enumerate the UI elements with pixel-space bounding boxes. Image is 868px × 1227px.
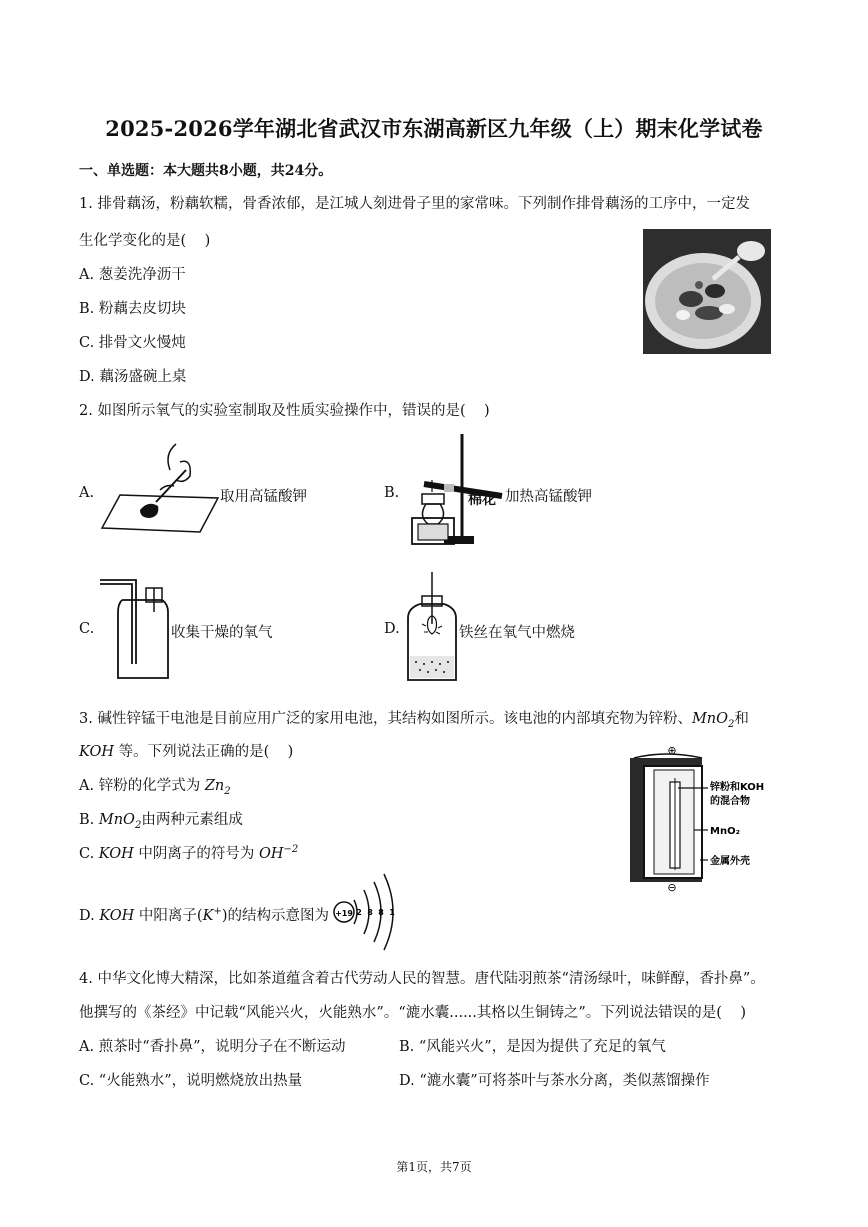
q3-stem-line1 bbox=[79, 707, 749, 730]
q3-option-d-sup: + bbox=[213, 906, 222, 918]
q2-option-a-text: 取用高锰酸钾 bbox=[220, 489, 307, 505]
q3-option-c-sup: −2 bbox=[283, 844, 299, 856]
ion-shell-3: 8 bbox=[378, 908, 384, 917]
q3-option-a[interactable] bbox=[79, 774, 231, 797]
q2-option-b-letter[interactable]: B. bbox=[384, 485, 400, 501]
q2-figure-b-heat-kmno4 bbox=[404, 432, 510, 550]
q3-option-b-prefix: B. bbox=[79, 812, 99, 828]
q2-figure-c-collect-oxygen bbox=[100, 574, 170, 680]
q3-stem-line2 bbox=[79, 740, 293, 761]
q2-option-c-letter[interactable]: C. bbox=[79, 621, 95, 637]
ion-shell-2: 8 bbox=[367, 908, 373, 917]
q3-stem-rest: 等。下列说法正确的是( ) bbox=[113, 744, 294, 760]
q3-option-d[interactable] bbox=[79, 904, 329, 925]
q3-option-c-koh: KOH bbox=[98, 846, 134, 862]
q3-option-b-sub: 2 bbox=[134, 819, 142, 831]
q2-stem: 2. 如图所示氧气的实验室制取及性质实验操作中，错误的是( ) bbox=[79, 403, 490, 419]
battery-plus-sign: ⊕ bbox=[667, 744, 677, 757]
q2-figure-d-iron-burning bbox=[404, 570, 460, 682]
ion-structure-diagram bbox=[330, 870, 400, 950]
q3-option-c-prefix: C. bbox=[79, 846, 99, 862]
battery-label-mno2: MnO₂ bbox=[710, 826, 740, 837]
battery-structure-diagram bbox=[630, 742, 780, 892]
q1-stem-line2: 生化学变化的是( ) bbox=[79, 233, 211, 249]
q3-stem-mno2: MnO bbox=[691, 711, 729, 727]
q2-option-a-letter[interactable]: A. bbox=[79, 485, 95, 501]
battery-minus-sign: ⊖ bbox=[667, 881, 677, 894]
q4-option-b[interactable]: B. “风能兴火”，是因为提供了充足的氧气 bbox=[399, 1039, 666, 1055]
q3-stem-text-a: 3. 碱性锌锰干电池是目前应用广泛的家用电池，其结构如图所示。该电池的内部填充物为锌粉、 bbox=[79, 711, 692, 727]
q3-option-a-sub: 2 bbox=[224, 785, 231, 797]
ion-shell-1: 2 bbox=[356, 908, 362, 917]
q3-stem-mno2-sub: 2 bbox=[728, 718, 735, 730]
q1-option-a[interactable]: A. 葱姜洗净沥干 bbox=[79, 267, 186, 283]
q3-option-d-text-b: )的结构示意图为 bbox=[221, 908, 329, 924]
q3-stem-text-b: 和 bbox=[734, 711, 749, 727]
q2-figure-b-cotton-label: 棉花 bbox=[468, 492, 496, 508]
q3-option-b-formula: MnO bbox=[98, 812, 135, 828]
q4-option-d[interactable]: D. “漉水囊”可将茶叶与茶水分离，类似蒸馏操作 bbox=[399, 1073, 710, 1089]
ion-nucleus-label: +19 bbox=[335, 909, 353, 918]
battery-label-shell: 金属外壳 bbox=[710, 856, 750, 867]
q4-option-c[interactable]: C. “火能熟水”，说明燃烧放出热量 bbox=[79, 1073, 303, 1089]
battery-label-mixture: 的混合物 bbox=[710, 796, 750, 807]
q4-stem-line2: 他撰写的《茶经》中记载“风能兴火，火能熟水”。“漉水囊......其格以生铜铸之”。下列说法错误的是( ) bbox=[79, 1005, 747, 1021]
q3-option-d-k: K bbox=[202, 908, 214, 924]
q3-option-b-text: 由两种元素组成 bbox=[141, 812, 243, 828]
q3-option-a-text: A. 锌粉的化学式为 bbox=[79, 778, 205, 794]
q2-option-c-text: 收集干燥的氧气 bbox=[171, 625, 273, 641]
q3-stem-koh: KOH bbox=[79, 744, 114, 760]
q3-option-c[interactable] bbox=[79, 842, 298, 863]
q3-option-a-formula: Zn bbox=[204, 778, 225, 794]
q2-option-b-text: 加热高锰酸钾 bbox=[505, 489, 592, 505]
q3-option-d-text-a: 中阳离子( bbox=[134, 908, 203, 924]
lotus-soup-photo bbox=[643, 229, 771, 354]
q3-option-b[interactable] bbox=[79, 808, 243, 831]
q1-stem-line1: 1. 排骨藕汤，粉藕软糯，骨香浓郁，是江城人刻进骨子里的家常味。下列制作排骨藕汤的工序中，一定发 bbox=[79, 196, 750, 212]
q3-option-c-formula: OH bbox=[259, 846, 284, 862]
q2-option-d-letter[interactable]: D. bbox=[384, 621, 400, 637]
page-footer: 第1页，共7页 bbox=[396, 1160, 472, 1174]
q4-option-a[interactable]: A. 煎茶时“香扑鼻”，说明分子在不断运动 bbox=[79, 1039, 346, 1055]
q1-option-b[interactable]: B. 粉藕去皮切块 bbox=[79, 301, 186, 317]
q1-option-d[interactable]: D. 藕汤盛碗上桌 bbox=[79, 369, 187, 385]
section-heading: 一、单选题：本大题共8小题，共24分。 bbox=[79, 163, 333, 179]
q3-option-d-prefix: D. bbox=[79, 908, 100, 924]
q1-option-c[interactable]: C. 排骨文火慢炖 bbox=[79, 335, 186, 351]
page-title: 2025-2026学年湖北省武汉市东湖高新区九年级（上）期末化学试卷 bbox=[105, 116, 763, 141]
ion-shell-4: 1 bbox=[389, 908, 395, 917]
q2-figure-a-take-kmno4 bbox=[100, 440, 220, 536]
q3-option-c-text: 中阴离子的符号为 bbox=[133, 846, 259, 862]
q2-option-d-text: 铁丝在氧气中燃烧 bbox=[459, 625, 575, 641]
q3-option-d-koh: KOH bbox=[99, 908, 135, 924]
battery-label-zinc: 锌粉和KOH bbox=[710, 782, 765, 793]
q4-stem-line1: 4. 中华文化博大精深，比如茶道蕴含着古代劳动人民的智慧。唐代陆羽煎茶“清汤绿叶，味鲜醇，香扑鼻”。 bbox=[79, 971, 765, 987]
